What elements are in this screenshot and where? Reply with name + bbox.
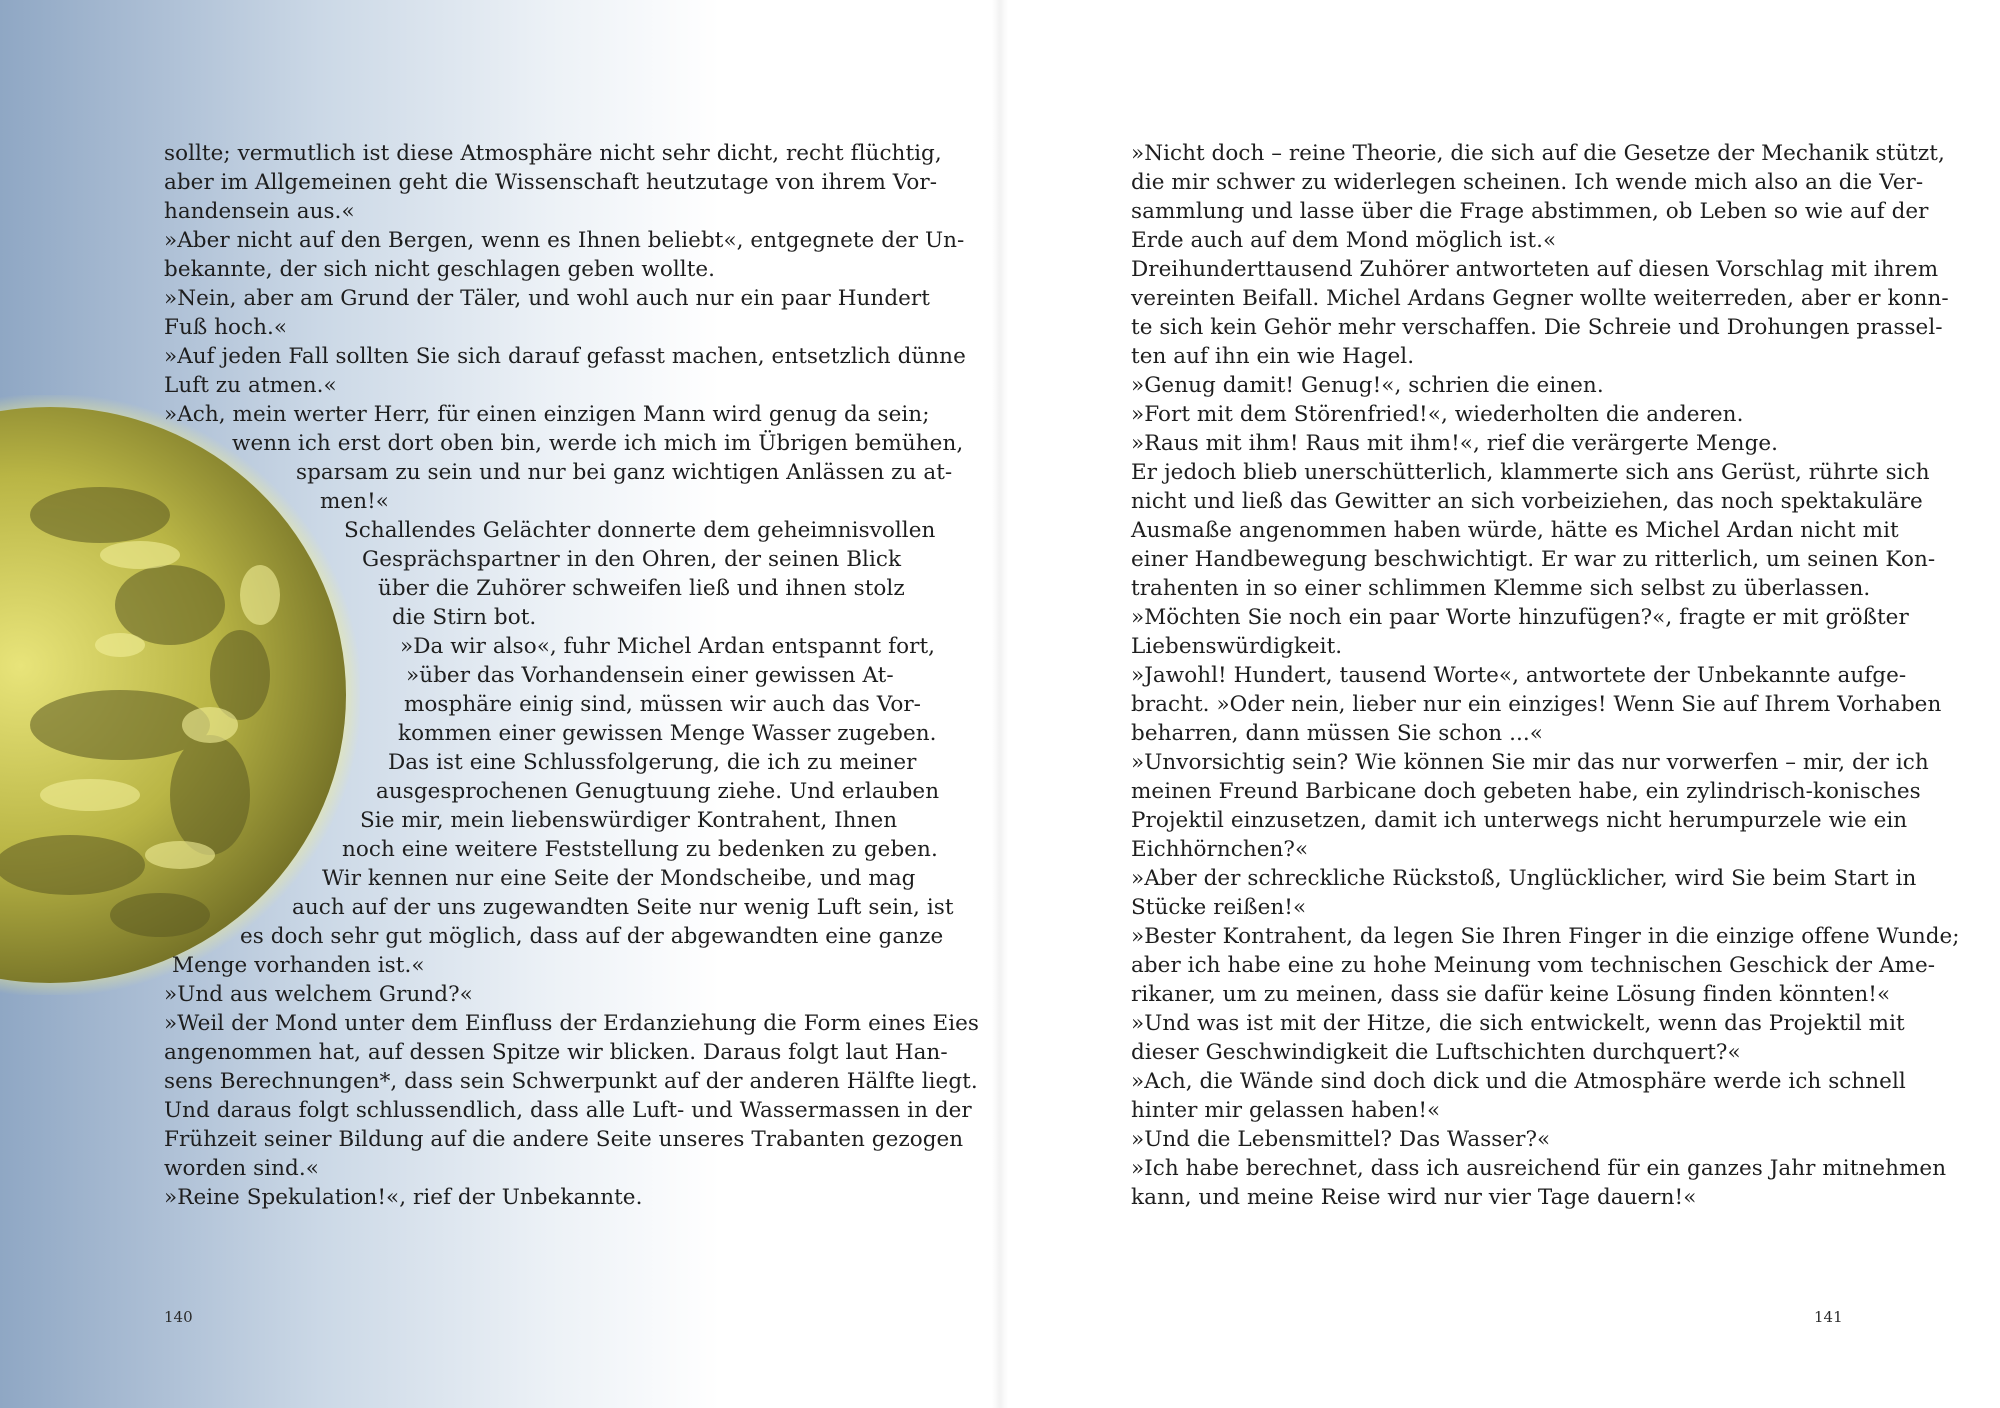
text-line: Sie mir, mein liebenswürdiger Kontrahent, Ihnen	[360, 808, 898, 833]
text-line: trahenten in so einer schlimmen Klemme sich selbst zu überlassen.	[1131, 576, 1871, 601]
page-number: 140	[164, 1308, 193, 1326]
text-line: ausgesprochenen Genugtuung ziehe. Und erlauben	[376, 779, 940, 804]
text-line: rikaner, um zu meinen, dass sie dafür keine Lösung finden könnten!«	[1131, 982, 1891, 1007]
text-line: »Unvorsichtig sein? Wie können Sie mir das nur vorwerfen – mir, der ich	[1131, 750, 1929, 775]
text-line: »Genug damit! Genug!«, schrien die einen.	[1131, 373, 1604, 398]
text-line: worden sind.«	[164, 1156, 319, 1181]
text-line: aber im Allgemeinen geht die Wissenschaft heutzutage von ihrem Vor-	[164, 170, 938, 195]
text-line: »Aber der schreckliche Rückstoß, Unglücklicher, wird Sie beim Start in	[1131, 866, 1917, 891]
text-line: sollte; vermutlich ist diese Atmosphäre nicht sehr dicht, recht flüchtig,	[164, 141, 942, 166]
text-line: men!«	[320, 489, 390, 514]
text-line: Schallendes Gelächter donnerte dem geheimnisvollen	[344, 518, 936, 543]
text-line: sparsam zu sein und nur bei ganz wichtigen Anlässen zu at-	[296, 460, 953, 485]
text-line: über die Zuhörer schweifen ließ und ihnen stolz	[378, 576, 905, 601]
text-line: bekannte, der sich nicht geschlagen geben wollte.	[164, 257, 716, 282]
text-line: noch eine weitere Feststellung zu bedenken zu geben.	[342, 837, 938, 862]
text-line: wenn ich erst dort oben bin, werde ich mich im Übrigen bemühen,	[232, 431, 964, 456]
right-page	[1000, 0, 2000, 1408]
text-line: Und daraus folgt schlussendlich, dass alle Luft- und Wassermassen in der	[164, 1098, 972, 1123]
text-line: vereinten Beifall. Michel Ardans Gegner wollte weiterreden, aber er konn-	[1131, 286, 1949, 311]
text-line: »Auf jeden Fall sollten Sie sich darauf gefasst machen, entsetzlich dünne	[164, 344, 966, 369]
text-line: einer Handbewegung beschwichtigt. Er war zu ritterlich, um seinen Kon-	[1131, 547, 1936, 572]
text-line: auch auf der uns zugewandten Seite nur wenig Luft sein, ist	[292, 895, 954, 920]
text-line: handensein aus.«	[164, 199, 355, 224]
text-line: »Da wir also«, fuhr Michel Ardan entspannt fort,	[400, 634, 936, 659]
text-line: »Nicht doch – reine Theorie, die sich auf die Gesetze der Mechanik stützt,	[1131, 141, 1945, 166]
text-line: »über das Vorhandensein einer gewissen At-	[406, 663, 894, 688]
text-line: angenommen hat, auf dessen Spitze wir blicken. Daraus folgt laut Han-	[164, 1040, 948, 1065]
text-line: Liebenswürdigkeit.	[1131, 634, 1343, 659]
text-line: Luft zu atmen.«	[164, 373, 337, 398]
text-line: ten auf ihn ein wie Hagel.	[1131, 344, 1415, 369]
text-line: »Möchten Sie noch ein paar Worte hinzufügen?«, fragte er mit größter	[1131, 605, 1909, 630]
text-line: Wir kennen nur eine Seite der Mondscheibe, und mag	[322, 866, 916, 891]
text-line: »Ach, mein werter Herr, für einen einzigen Mann wird genug da sein;	[164, 402, 930, 427]
text-line: Stücke reißen!«	[1131, 895, 1307, 920]
text-line: nicht und ließ das Gewitter an sich vorbeiziehen, das noch spektakuläre	[1131, 489, 1923, 514]
right-page-text	[1131, 139, 1960, 1212]
text-line: »Reine Spekulation!«, rief der Unbekannte.	[164, 1185, 643, 1210]
text-line: hinter mir gelassen haben!«	[1131, 1098, 1441, 1123]
text-line: Dreihunderttausend Zuhörer antworteten auf diesen Vorschlag mit ihrem	[1131, 257, 1939, 282]
text-line: bracht. »Oder nein, lieber nur ein einziges! Wenn Sie auf Ihrem Vorhaben	[1131, 692, 1942, 717]
text-line: kommen einer gewissen Menge Wasser zugeben.	[398, 721, 937, 746]
text-line: Das ist eine Schlussfolgerung, die ich zu meiner	[388, 750, 917, 775]
text-line: dieser Geschwindigkeit die Luftschichten durchquert?«	[1131, 1040, 1741, 1065]
text-line: »Fort mit dem Störenfried!«, wiederholten die anderen.	[1131, 402, 1744, 427]
text-line: te sich kein Gehör mehr verschaffen. Die Schreie und Drohungen prassel-	[1131, 315, 1943, 340]
text-line: »Und was ist mit der Hitze, die sich entwickelt, wenn das Projektil mit	[1131, 1011, 1905, 1036]
text-line: es doch sehr gut möglich, dass auf der abgewandten eine ganze	[240, 924, 944, 949]
text-line: die Stirn bot.	[392, 605, 537, 630]
text-line: kann, und meine Reise wird nur vier Tage dauern!«	[1131, 1185, 1697, 1210]
text-line: »Jawohl! Hundert, tausend Worte«, antwortete der Unbekannte aufge-	[1131, 663, 1907, 688]
text-line: sens Berechnungen*, dass sein Schwerpunkt auf der anderen Hälfte liegt.	[164, 1069, 978, 1094]
text-line: »Und aus welchem Grund?«	[164, 982, 473, 1007]
text-line: die mir schwer zu widerlegen scheinen. Ich wende mich also an die Ver-	[1131, 170, 1924, 195]
text-line: Projektil einzusetzen, damit ich unterwegs nicht herumpurzele wie ein	[1131, 808, 1908, 833]
text-line: mosphäre einig sind, müssen wir auch das Vor-	[404, 692, 921, 717]
text-line: sammlung und lasse über die Frage abstimmen, ob Leben so wie auf der	[1131, 199, 1929, 224]
text-line: Erde auch auf dem Mond möglich ist.«	[1131, 228, 1557, 253]
left-page-text	[164, 139, 979, 1212]
text-line: »Aber nicht auf den Bergen, wenn es Ihnen beliebt«, entgegnete der Un-	[164, 228, 965, 253]
text-line: Fuß hoch.«	[164, 315, 288, 340]
text-line: »Und die Lebensmittel? Das Wasser?«	[1131, 1127, 1551, 1152]
text-line: »Ach, die Wände sind doch dick und die Atmosphäre werde ich schnell	[1131, 1069, 1906, 1094]
text-line: »Nein, aber am Grund der Täler, und wohl auch nur ein paar Hundert	[164, 286, 930, 311]
text-line: Ausmaße angenommen haben würde, hätte es Michel Ardan nicht mit	[1131, 518, 1899, 543]
text-line: Gesprächspartner in den Ohren, der seinen Blick	[362, 547, 902, 572]
text-line: meinen Freund Barbicane doch gebeten habe, ein zylindrisch-konisches	[1131, 779, 1921, 804]
text-line: aber ich habe eine zu hohe Meinung vom technischen Geschick der Ame-	[1131, 953, 1936, 978]
text-line: Menge vorhanden ist.«	[172, 953, 425, 978]
text-line: »Raus mit ihm! Raus mit ihm!«, rief die verärgerte Menge.	[1131, 431, 1779, 456]
text-line: »Bester Kontrahent, da legen Sie Ihren Finger in die einzige offene Wunde;	[1131, 924, 1960, 949]
text-line: »Weil der Mond unter dem Einfluss der Erdanziehung die Form eines Eies	[164, 1011, 979, 1036]
text-line: Frühzeit seiner Bildung auf die andere Seite unseres Trabanten gezogen	[164, 1127, 964, 1152]
text-line: beharren, dann müssen Sie schon ...«	[1131, 721, 1543, 746]
text-line: »Ich habe berechnet, dass ich ausreichend für ein ganzes Jahr mitnehmen	[1131, 1156, 1947, 1181]
page-number: 141	[1814, 1308, 1843, 1326]
text-line: Er jedoch blieb unerschütterlich, klammerte sich ans Gerüst, rührte sich	[1131, 460, 1930, 485]
book-spine	[992, 0, 1008, 1408]
text-line: Eichhörnchen?«	[1131, 837, 1309, 862]
